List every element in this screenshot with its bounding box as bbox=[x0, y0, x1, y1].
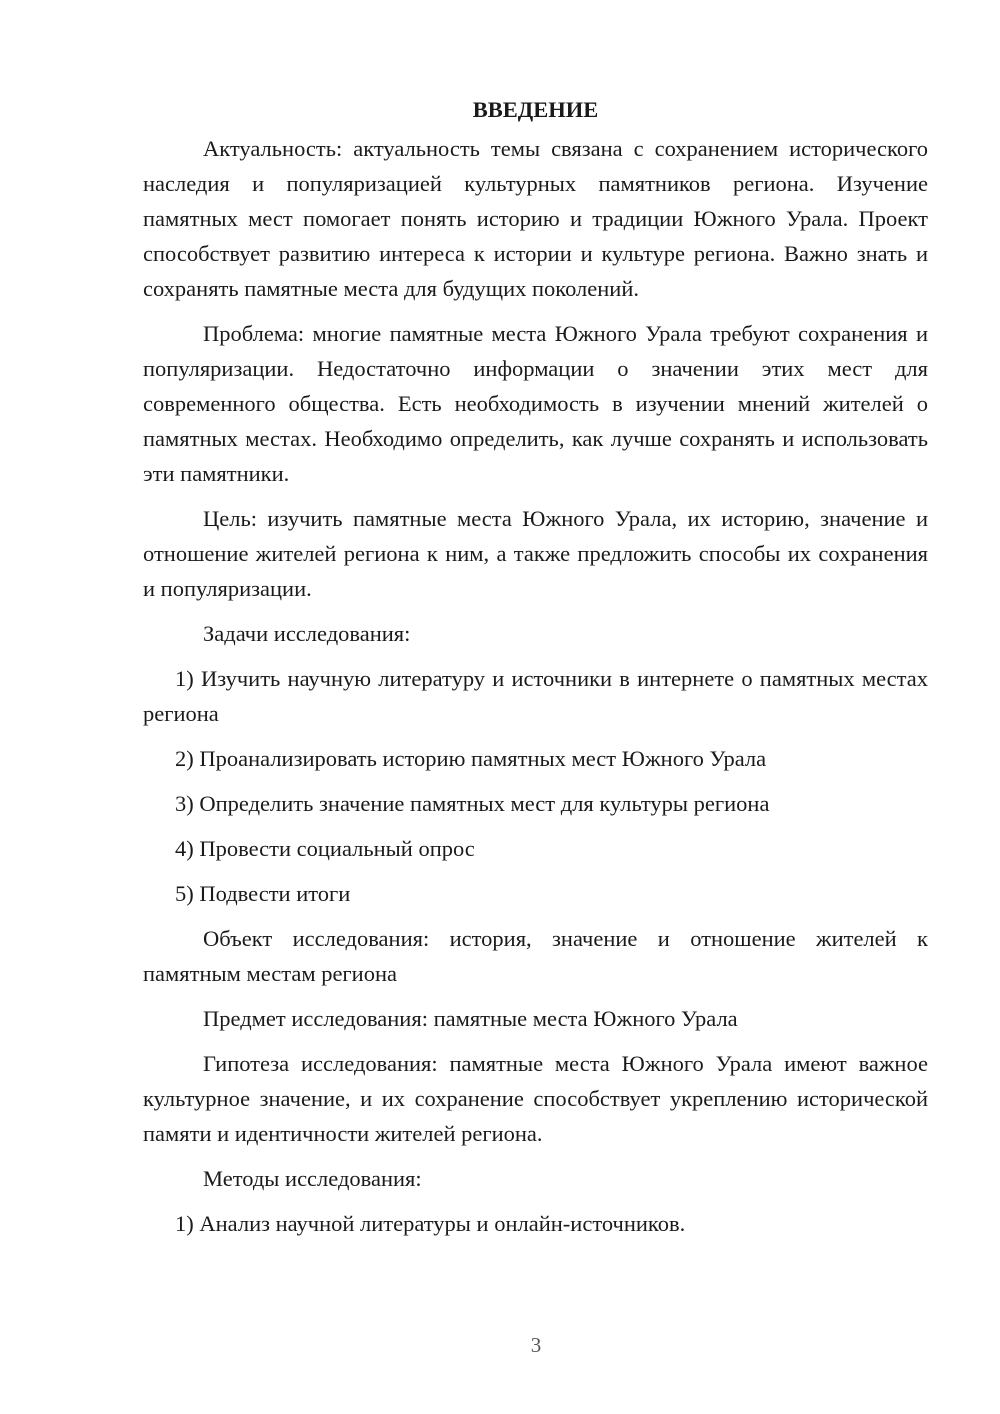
goal-paragraph: Цель: изучить памятные места Южного Урала, их историю, значение и отношение жителей региона к ним, а также предложить способы их сохранения и популяризации. bbox=[143, 506, 928, 601]
task-item: 5) Подвести итоги bbox=[175, 881, 351, 906]
task-item: 1) Изучить научную литературу и источники в интернете о памятных местах региона bbox=[143, 666, 928, 726]
subject-paragraph: Предмет исследования: памятные места Южного Урала bbox=[203, 1006, 738, 1031]
task-item: 3) Определить значение памятных мест для культуры региона bbox=[175, 791, 770, 816]
methods-list bbox=[143, 1206, 928, 1241]
page-title: ВВЕДЕНИЕ bbox=[472, 97, 599, 122]
task-item: 2) Проанализировать историю памятных мест Южного Урала bbox=[175, 746, 767, 771]
problem-paragraph: Проблема: многие памятные места Южного Урала требуют сохранения и популяризации. Недостаточно информации о значении этих мест для современного общества. Есть необходимость в изучении мнений жителей о памятных местах. Необходимо определить, как лучше сохранять и использовать эти памятники. bbox=[143, 321, 928, 486]
tasks-list bbox=[143, 661, 928, 911]
relevance-paragraph: Актуальность: актуальность темы связана с сохранением исторического наследия и популяризацией культурных памятников региона. Изучение памятных мест помогает понять историю и традиции Южного Урала. Проект способствует развитию интереса к истории и культуре региона. Важно знать и сохранять памятные места для будущих поколений. bbox=[143, 136, 928, 301]
page-number: 3 bbox=[530, 1333, 542, 1357]
tasks-heading: Задачи исследования: bbox=[203, 621, 411, 646]
object-paragraph: Объект исследования: история, значение и отношение жителей к памятным местам региона bbox=[143, 926, 928, 986]
hypothesis-paragraph: Гипотеза исследования: памятные места Южного Урала имеют важное культурное значение, и их сохранение способствует укреплению исторической памяти и идентичности жителей региона. bbox=[143, 1051, 928, 1146]
document-page bbox=[143, 92, 928, 1251]
methods-heading: Методы исследования: bbox=[203, 1166, 422, 1191]
method-item: 1) Анализ научной литературы и онлайн-источников. bbox=[175, 1211, 686, 1236]
task-item: 4) Провести социальный опрос bbox=[175, 836, 475, 861]
